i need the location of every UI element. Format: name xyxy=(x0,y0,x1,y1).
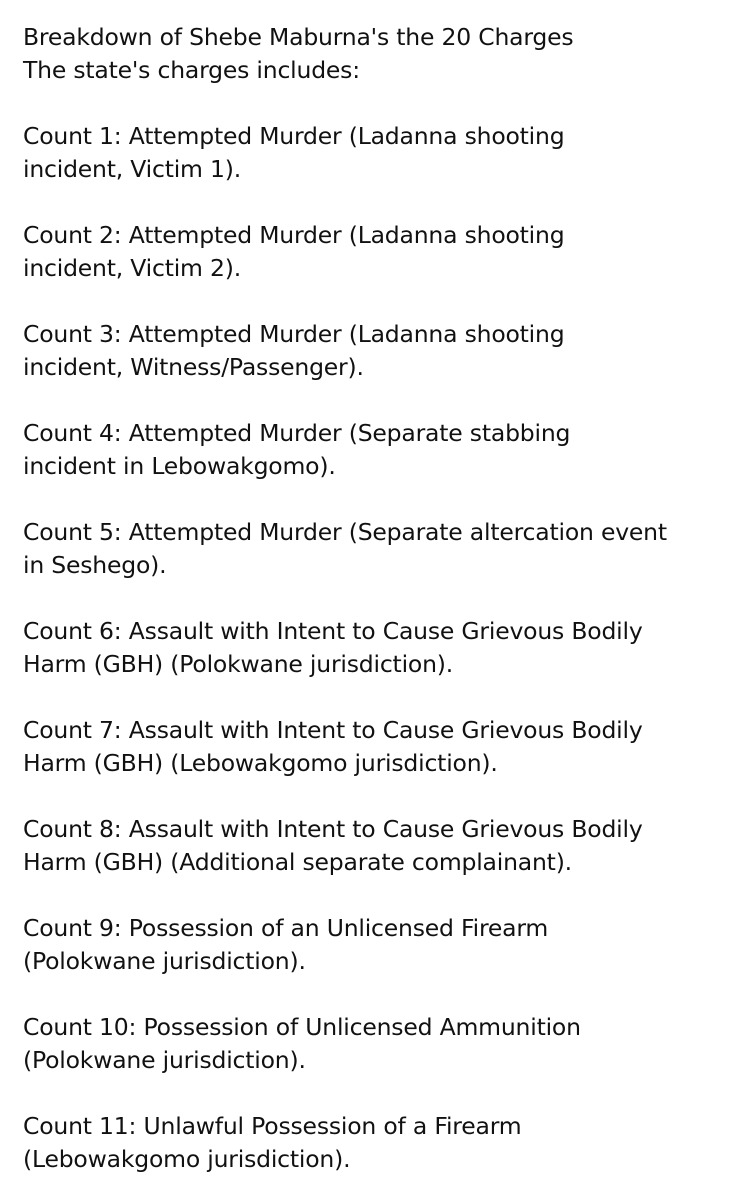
count-1-line-2: incident, Victim 1). xyxy=(23,155,241,183)
count-item-7 xyxy=(23,714,723,780)
note-title: Breakdown of Shebe Maburna's the 20 Charges xyxy=(23,23,574,51)
count-7-line-2: Harm (GBH) (Lebowakgomo jurisdiction). xyxy=(23,749,498,777)
count-4-line-1: Count 4: Attempted Murder (Separate stabbing xyxy=(23,419,571,447)
count-item-6 xyxy=(23,615,723,681)
count-4-line-2: incident in Lebowakgomo). xyxy=(23,452,336,480)
count-2-line-2: incident, Victim 2). xyxy=(23,254,241,282)
count-2-line-1: Count 2: Attempted Murder (Ladanna shooting xyxy=(23,221,565,249)
count-9-line-1: Count 9: Possession of an Unlicensed Firearm xyxy=(23,914,549,942)
count-item-3 xyxy=(23,318,723,384)
count-3-line-2: incident, Witness/Passenger). xyxy=(23,353,364,381)
count-6-line-1: Count 6: Assault with Intent to Cause Grievous Bodily xyxy=(23,617,643,645)
count-11-line-2: (Lebowakgomo jurisdiction). xyxy=(23,1145,351,1173)
note-body xyxy=(23,21,723,1176)
count-10-line-2: (Polokwane jurisdiction). xyxy=(23,1046,306,1074)
count-6-line-2: Harm (GBH) (Polokwane jurisdiction). xyxy=(23,650,454,678)
note-header xyxy=(23,21,723,87)
count-item-1 xyxy=(23,120,723,186)
count-item-9 xyxy=(23,912,723,978)
count-item-11 xyxy=(23,1110,723,1176)
count-5-line-1: Count 5: Attempted Murder (Separate altercation event xyxy=(23,518,667,546)
count-9-line-2: (Polokwane jurisdiction). xyxy=(23,947,306,975)
note-subtitle: The state's charges includes: xyxy=(23,56,360,84)
count-item-4 xyxy=(23,417,723,483)
count-11-line-1: Count 11: Unlawful Possession of a Firearm xyxy=(23,1112,522,1140)
count-10-line-1: Count 10: Possession of Unlicensed Ammunition xyxy=(23,1013,581,1041)
count-item-2 xyxy=(23,219,723,285)
count-7-line-1: Count 7: Assault with Intent to Cause Grievous Bodily xyxy=(23,716,643,744)
count-item-5 xyxy=(23,516,723,582)
count-1-line-1: Count 1: Attempted Murder (Ladanna shooting xyxy=(23,122,565,150)
count-item-10 xyxy=(23,1011,723,1077)
count-8-line-2: Harm (GBH) (Additional separate complainant). xyxy=(23,848,572,876)
count-8-line-1: Count 8: Assault with Intent to Cause Grievous Bodily xyxy=(23,815,643,843)
count-item-8 xyxy=(23,813,723,879)
count-5-line-2: in Seshego). xyxy=(23,551,167,579)
count-3-line-1: Count 3: Attempted Murder (Ladanna shooting xyxy=(23,320,565,348)
